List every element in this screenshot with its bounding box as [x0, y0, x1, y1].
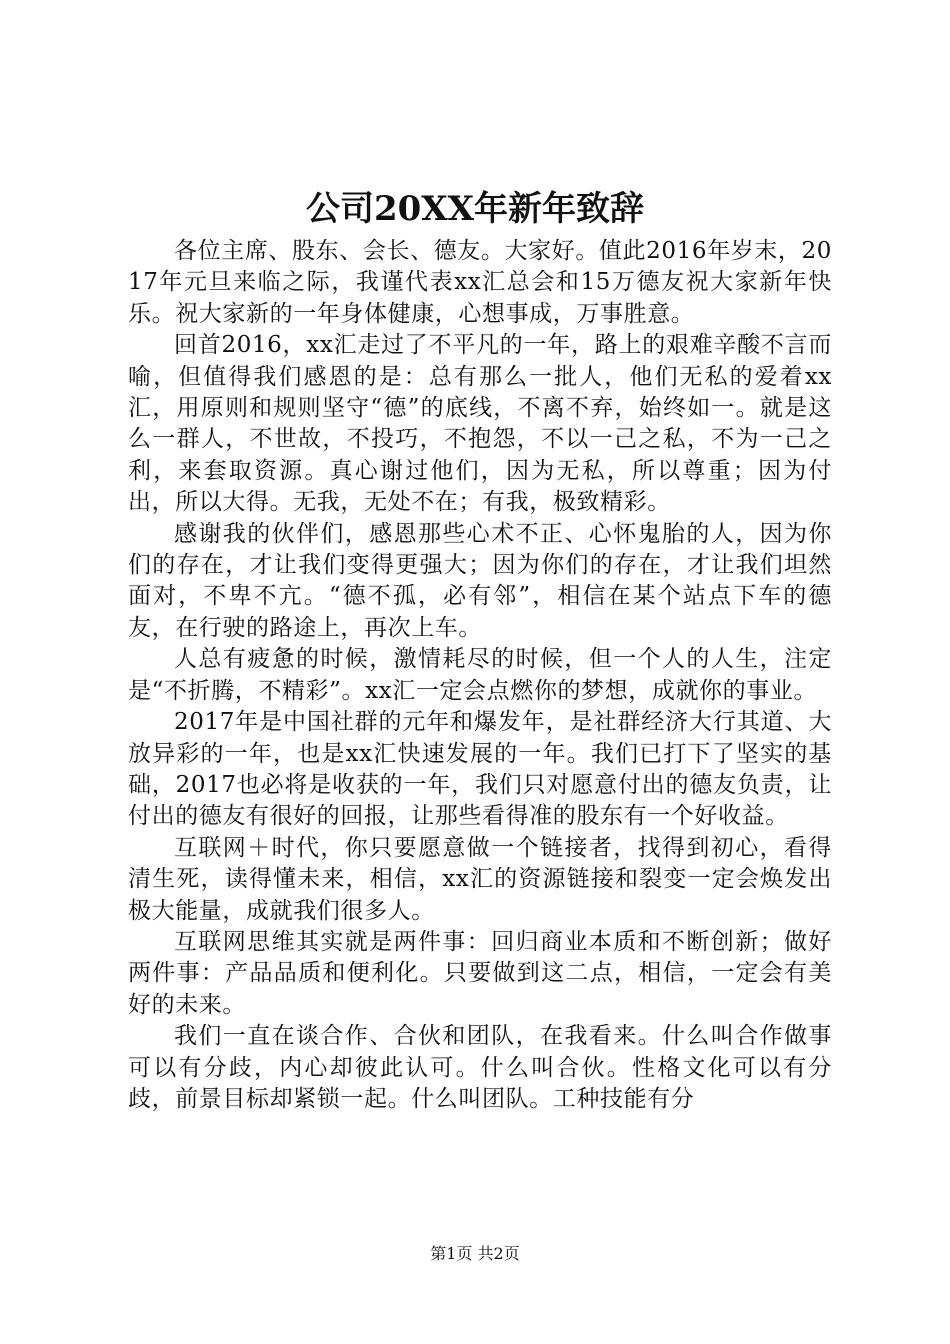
paragraph: 我们一直在谈合作、合伙和团队，在我看来。什么叫合作做事可以有分歧，内心却彼此认可。什么叫合伙。性格文化可以有分歧，前景目标却紧锁一起。什么叫团队。工种技能有分	[128, 1023, 832, 1112]
paragraph: 互联网思维其实就是两件事：回归商业本质和不断创新；做好两件事：产品品质和便利化。只要做到这二点，相信，一定会有美好的未来。	[128, 928, 832, 1018]
document-title: 公司20XX年新年致辞	[305, 189, 645, 229]
document-body	[128, 236, 832, 1115]
paragraph: 2017年是中国社群的元年和爆发年，是社群经济大行其道、大放异彩的一年，也是xx汇快速发展的一年。我们已打下了坚实的基础，2017也必将是收获的一年，我们只对愿意付出的德友负责，让付出的德友有很好的回报，让那些看得准的股东有一个好收益。	[128, 709, 832, 830]
paragraph: 感谢我的伙伴们，感恩那些心术不正、心怀鬼胎的人，因为你们的存在，才让我们变得更强大；因为你们的存在，才让我们坦然面对，不卑不亢。“德不孤，必有邻”，相信在某个站点下车的德友，在行驶的路途上，再次上车。	[128, 520, 832, 641]
paragraph: 人总有疲惫的时候，激情耗尽的时候，但一个人的人生，注定是“不折腾，不精彩”。xx汇一定会点燃你的梦想，成就你的事业。	[128, 646, 832, 704]
page-number-footer: 第1页 共2页	[430, 1244, 520, 1263]
paragraph: 各位主席、股东、会长、德友。大家好。值此2016年岁末，2017年元旦来临之际，我谨代表xx汇总会和15万德友祝大家新年快乐。祝大家新的一年身体健康，心想事成，万事胜意。	[128, 238, 832, 327]
paragraph: 回首2016，xx汇走过了不平凡的一年，路上的艰难辛酸不言而喻，但值得我们感恩的是：总有那么一批人，他们无私的爱着xx汇，用原则和规则坚守“德”的底线，不离不弃，始终如一。就是这么一群人，不世故，不投巧，不抱怨，不以一己之私，不为一己之利，来套取资源。真心谢过他们，因为无私，所以尊重；因为付出，所以大得。无我，无处不在；有我，极致精彩。	[128, 332, 832, 516]
paragraph: 互联网＋时代，你只要愿意做一个链接者，找得到初心，看得清生死，读得懂未来，相信，xx汇的资源链接和裂变一定会焕发出极大能量，成就我们很多人。	[128, 834, 832, 924]
